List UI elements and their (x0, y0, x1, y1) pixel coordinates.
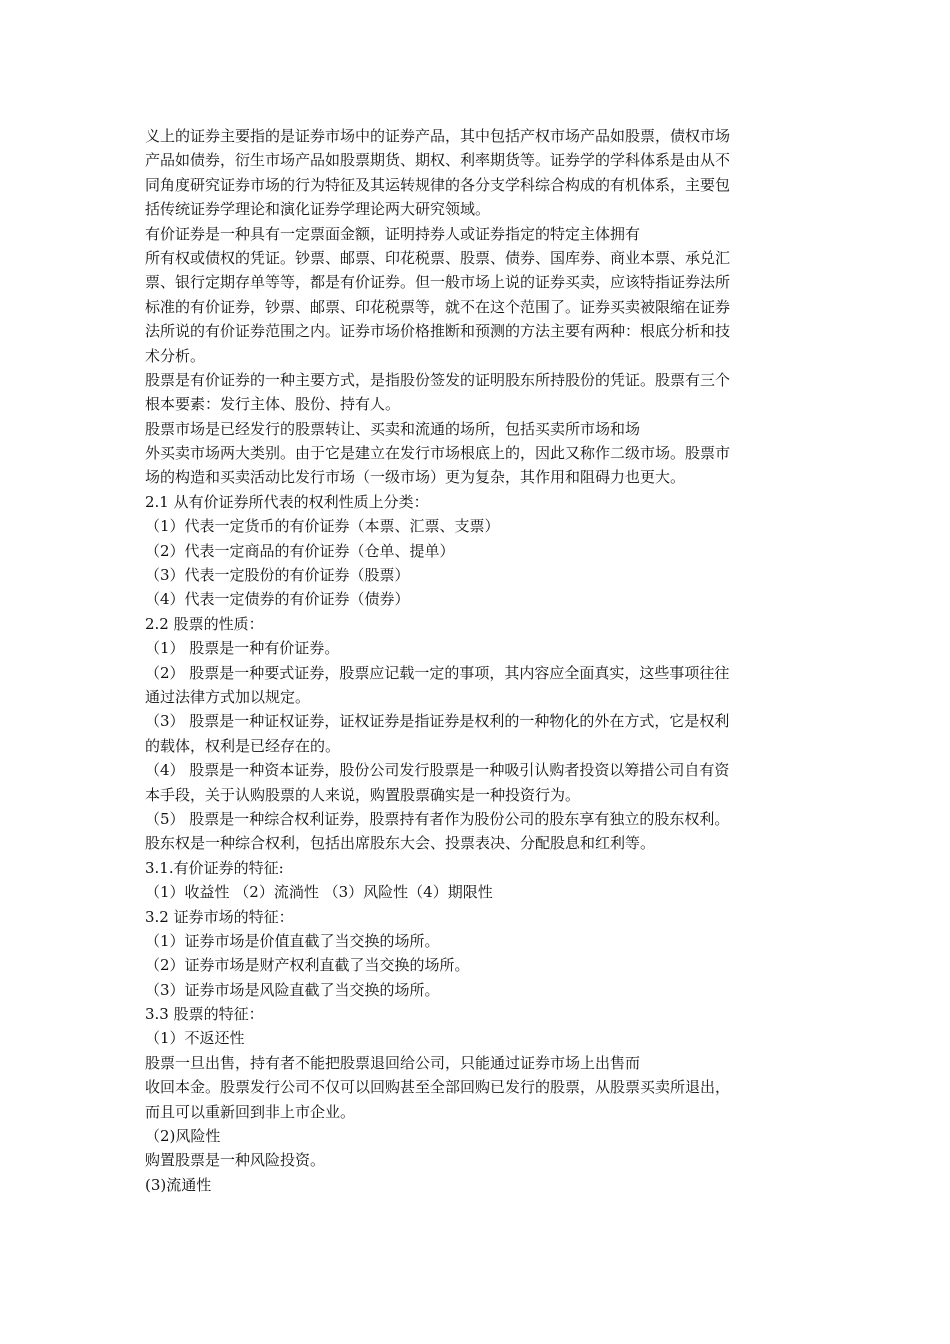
text-line: 产品如债券，衍生市场产品如股票期货、期权、利率期货等。证券学的学科体系是由从不 (145, 151, 731, 170)
list-item: （1）收益性 （2）流淌性 （3）风险性（4）期限性 (145, 883, 493, 902)
text-line: 的载体，权利是已经存在的。 (145, 736, 341, 755)
text-line: 术分析。 (145, 346, 206, 365)
section-heading: 3.3 股票的特征： (145, 1005, 264, 1024)
text-line: 股票一旦出售，持有者不能把股票退回给公司，只能通过证券市场上出售而 (145, 1053, 641, 1072)
text-line: 本手段，关于认购股票的人来说，购置股票确实是一种投资行为。 (145, 785, 581, 804)
section-heading: 2.1 从有价证券所代表的权利性质上分类： (145, 492, 429, 511)
text-line: 股票市场是已经发行的股票转让、买卖和流通的场所，包括买卖所市场和场 (145, 419, 641, 438)
section-heading: 3.1.有价证券的特征: (145, 858, 284, 877)
text-line: 通过法律方式加以规定。 (145, 687, 311, 706)
text-line: 股票是有价证券的一种主要方式，是指股份签发的证明股东所持股份的凭证。股票有三个 (145, 370, 731, 389)
section-heading: 2.2 股票的性质： (145, 614, 264, 633)
text-line: 场的构造和买卖活动比发行市场（一级市场）更为复杂，其作用和阻碍力也更大。 (145, 468, 686, 487)
text-line: 括传统证券学理论和演化证券学理论两大研究领域。 (145, 200, 491, 219)
list-item: （2）代表一定商品的有价证券（仓单、提单） (145, 541, 455, 560)
text-line: 法所说的有价证券范围之内。证券市场价格推断和预测的方法主要有两种：根底分析和技 (145, 322, 731, 341)
text-line: 票、银行定期存单等等，都是有价证券。但一般市场上说的证券买卖，应该特指证券法所 (145, 273, 731, 292)
list-item: （3）证券市场是风险直截了当交换的场所。 (145, 980, 440, 999)
text-line: 而且可以重新回到非上市企业。 (145, 1102, 356, 1121)
list-item: （3）代表一定股份的有价证券（股票） (145, 566, 410, 585)
list-item: （4） 股票是一种资本证券，股份公司发行股票是一种吸引认购者投资以筹措公司自有资 (145, 761, 730, 780)
text-line: 所有权或债权的凭证。钞票、邮票、印花税票、股票、债券、国库券、商业本票、承兑汇 (145, 248, 731, 267)
text-line: 义上的证券主要指的是证券市场中的证券产品，其中包括产权市场产品如股票，债权市场 (145, 127, 731, 145)
list-item: （4）代表一定债券的有价证券（债券） (145, 590, 410, 609)
section-heading: 3.2 证券市场的特征： (145, 907, 294, 926)
text-line: 外买卖市场两大类别。由于它是建立在发行市场根底上的，因此又称作二级市场。股票市 (145, 444, 731, 463)
list-item: （2)风险性 (145, 1127, 221, 1146)
text-line: 有价证券是一种具有一定票面金额，证明持券人或证券指定的特定主体拥有 (145, 224, 641, 243)
list-item: （5） 股票是一种综合权利证券，股票持有者作为股份公司的股东享有独立的股东权利。 (145, 809, 730, 828)
text-line: 根本要素：发行主体、股份、持有人。 (145, 395, 401, 414)
list-item: （3） 股票是一种证权证券，证权证券是指证券是权利的一种物化的外在方式，它是权利 (145, 712, 730, 731)
text-line: 收回本金。股票发行公司不仅可以回购甚至全部回购已发行的股票，从股票买卖所退出， (145, 1078, 731, 1097)
list-item: （1）不返还性 (145, 1029, 245, 1048)
text-line: 股东权是一种综合权利，包括出席股东大会、投票表决、分配股息和红利等。 (145, 834, 656, 853)
list-item: （1）代表一定货币的有价证券（本票、汇票、支票） (145, 517, 500, 536)
list-item: （1）证券市场是价值直截了当交换的场所。 (145, 931, 440, 950)
list-item: (3)流通性 (145, 1175, 212, 1194)
list-item: （2） 股票是一种要式证券，股票应记载一定的事项，其内容应全面真实，这些事项往往 (145, 663, 730, 682)
text-line: 标准的有价证券，钞票、邮票、印花税票等，就不在这个范围了。证券买卖被限缩在证券 (145, 297, 731, 316)
document-body (145, 124, 807, 1197)
list-item: （1） 股票是一种有价证券。 (145, 639, 340, 658)
text-line: 同角度研究证券市场的行为特征及其运转规律的各分支学科综合构成的有机体系，主要包 (145, 175, 731, 194)
text-line: 购置股票是一种风险投资。 (145, 1151, 326, 1170)
list-item: （2）证券市场是财产权利直截了当交换的场所。 (145, 956, 470, 975)
